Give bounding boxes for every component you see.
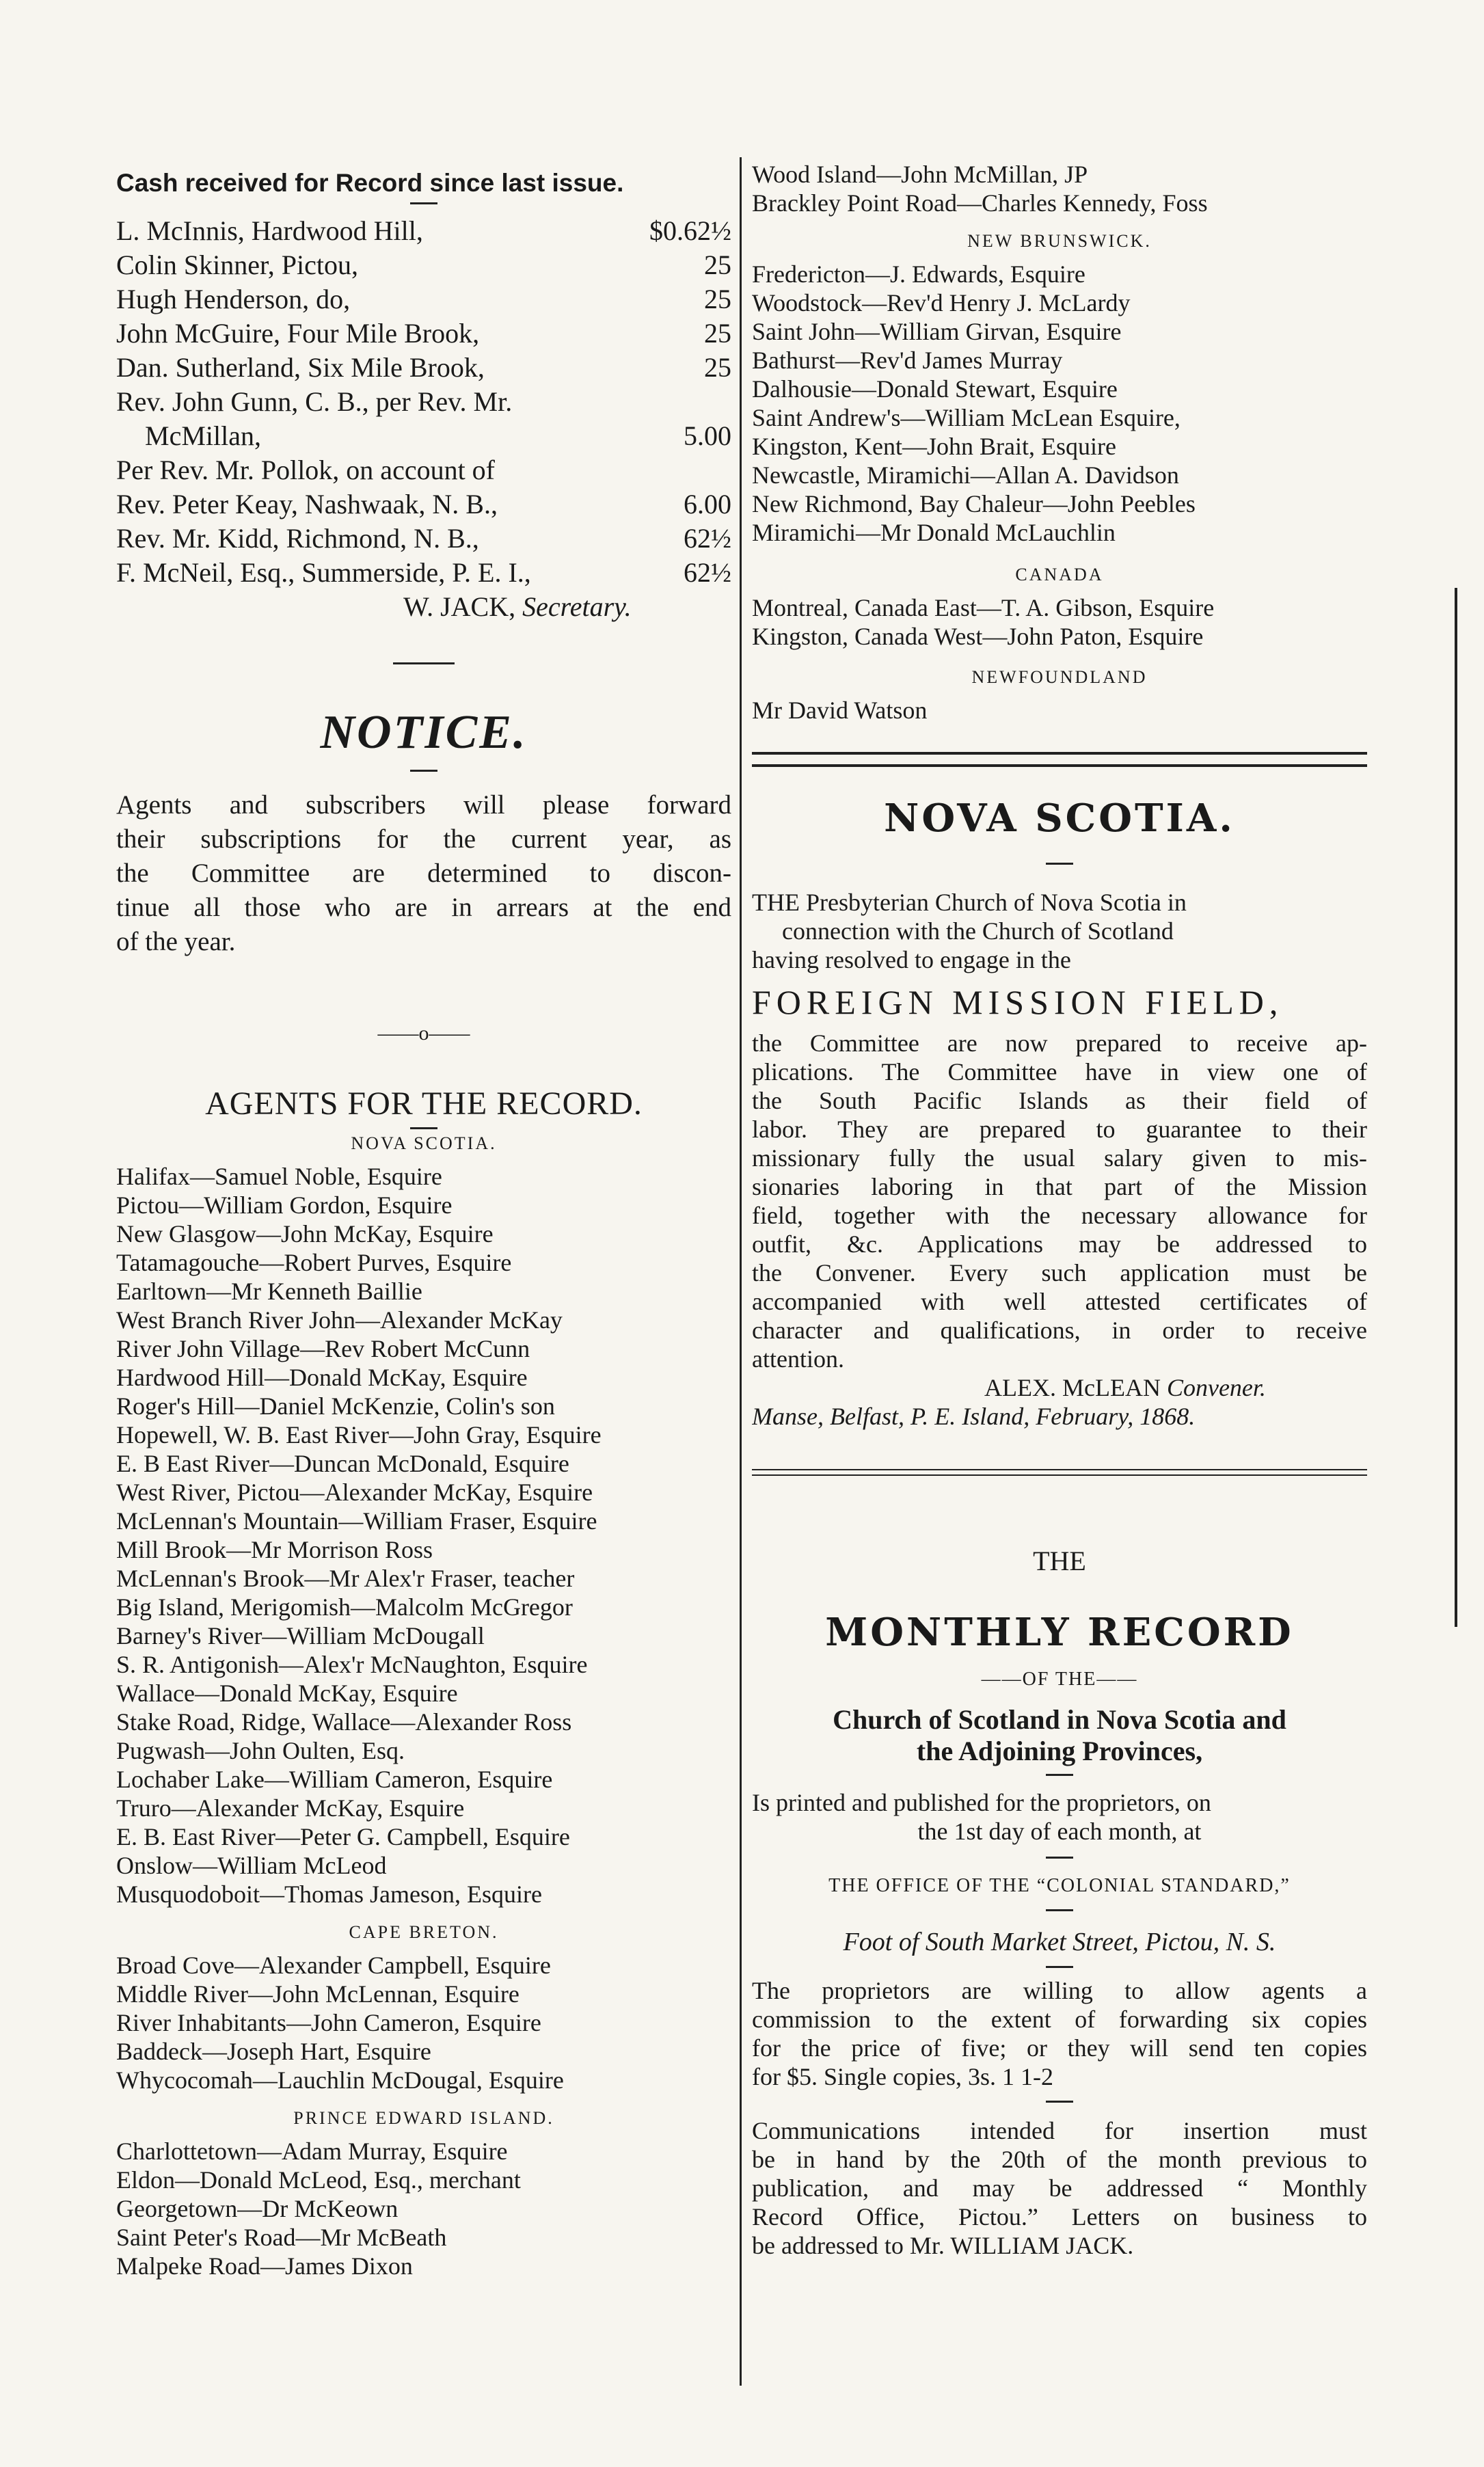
communications-line: Communications intended for insertion must <box>752 2117 1367 2144</box>
communications-line: be addressed to Mr. WILLIAM JACK. <box>752 2232 1134 2259</box>
cash-list-2 <box>116 487 731 590</box>
mission-line: attention. <box>752 1345 844 1373</box>
agents-title: AGENTS FOR THE RECORD. <box>205 1086 643 1122</box>
cash-entry: McMillan, 5.00 <box>145 420 731 451</box>
cash-name: L. McInnis, Hardwood Hill, <box>116 215 423 246</box>
cash-entry <box>116 556 731 590</box>
cash-entry <box>116 487 731 522</box>
agent-entry: McLennan's Mountain—William Fraser, Esquire <box>116 1507 597 1535</box>
church-line: Church of Scotland in Nova Scotia and <box>833 1704 1286 1735</box>
agent-entry: Saint Andrew's—William McLean Esquire, <box>752 404 1181 431</box>
agent-entry: E. B. East River—Peter G. Campbell, Esquire <box>116 1823 570 1850</box>
agent-entry: Middle River—John McLennan, Esquire <box>116 1980 520 2008</box>
agent-entry: West River, Pictou—Alexander McKay, Esquire <box>116 1479 593 1506</box>
intro-line: connection with the Church of Scotland <box>782 917 1174 945</box>
ornament-separator: ——o—— <box>377 1022 470 1044</box>
short-rule <box>1046 863 1073 865</box>
cash-entry <box>116 248 731 282</box>
column-divider <box>740 157 742 2386</box>
agent-entry: Earltown—Mr Kenneth Baillie <box>116 1278 422 1305</box>
communications-line: be in hand by the 20th of the month previous to <box>752 2146 1367 2173</box>
mission-line: sionaries laboring in that part of the Mission <box>752 1173 1367 1200</box>
mission-line: the South Pacific Islands as their field of <box>752 1087 1367 1114</box>
nova-scotia-agents <box>116 1162 731 1909</box>
mission-line: missionary fully the usual salary given to mis- <box>752 1144 1367 1172</box>
notice-line: tinue all those who are in arrears at the end <box>116 893 731 922</box>
notice-line: Agents and subscribers will please forward <box>116 790 731 820</box>
agent-entry: S. R. Antigonish—Alex'r McNaughton, Esquire <box>116 1651 588 1678</box>
intro-line: having resolved to engage in the <box>752 946 1071 973</box>
nova-scotia-heading: NOVA SCOTIA. <box>351 1133 497 1153</box>
address-line: Foot of South Market Street, Pictou, N. S. <box>843 1928 1276 1956</box>
canada-agents <box>752 593 1367 651</box>
terms-line: for $5. Single copies, 3s. 1 1-2 <box>752 2063 1053 2090</box>
newspaper-page <box>116 157 1367 2386</box>
short-rule <box>410 770 437 772</box>
cash-entry <box>116 316 731 351</box>
agent-entry: Pugwash—John Oulten, Esq. <box>116 1737 405 1764</box>
agent-entry: McLennan's Brook—Mr Alex'r Fraser, teacher <box>116 1565 575 1592</box>
cash-entry <box>116 351 731 385</box>
cash-signature: W. JACK, Secretary. <box>403 591 632 622</box>
notice-title: NOTICE. <box>320 706 528 759</box>
pei-agents-continued <box>752 160 1367 217</box>
agent-entry: Saint Peter's Road—Mr McBeath <box>116 2224 447 2251</box>
agent-entry: River Inhabitants—John Cameron, Esquire <box>116 2009 541 2036</box>
agent-entry: Hardwood Hill—Donald McKay, Esquire <box>116 1364 528 1391</box>
cash-entry <box>116 282 731 316</box>
agent-entry: Onslow—William McLeod <box>116 1852 387 1879</box>
cash-amount: $0.62½ <box>649 215 731 246</box>
cash-amount: 62½ <box>684 557 731 588</box>
agent-entry: Newcastle, Miramichi—Allan A. Davidson <box>752 461 1179 489</box>
cash-entry: Per Rev. Mr. Pollok, on account of <box>116 455 496 485</box>
communications-line: Record Office, Pictou.” Letters on business to <box>752 2203 1367 2230</box>
office-line: THE OFFICE OF THE “COLONIAL STANDARD,” <box>828 1875 1291 1896</box>
agent-entry: River John Village—Rev Robert McCunn <box>116 1335 530 1362</box>
convener-signature: ALEX. McLEAN Convener. <box>984 1374 1266 1401</box>
agent-entry: E. B East River—Duncan McDonald, Esquire <box>116 1450 569 1477</box>
cash-amount: 6.00 <box>684 489 731 520</box>
short-rule <box>393 662 455 664</box>
monthly-record-title: MONTHLY RECORD <box>825 1610 1294 1655</box>
short-rule <box>1046 2101 1073 2103</box>
short-rule <box>1046 1966 1073 1968</box>
short-rule <box>410 1127 437 1129</box>
agent-entry: Lochaber Lake—William Cameron, Esquire <box>116 1766 553 1793</box>
agent-entry: Wallace—Donald McKay, Esquire <box>116 1680 458 1707</box>
agent-entry: Pictou—William Gordon, Esquire <box>116 1191 453 1219</box>
agent-entry: Brackley Point Road—Charles Kennedy, Foss <box>752 189 1208 217</box>
communications-paragraph <box>752 2116 1367 2260</box>
agent-entry: Eldon—Donald McLeod, Esq., merchant <box>116 2166 521 2194</box>
printed-line: Is printed and published for the proprietors, on <box>752 1789 1211 1816</box>
canada-heading: CANADA <box>1015 565 1104 584</box>
double-rule <box>752 1469 1367 1476</box>
intro-line: THE Presbyterian Church of Nova Scotia in <box>752 889 1187 916</box>
agent-entry: Stake Road, Ridge, Wallace—Alexander Ross <box>116 1708 572 1736</box>
newfoundland-heading: NEWFOUNDLAND <box>971 667 1148 687</box>
agent-entry: New Glasgow—John McKay, Esquire <box>116 1220 494 1248</box>
cash-name: Rev. Mr. Kidd, Richmond, N. B., <box>116 523 479 554</box>
cash-amount: 25 <box>704 318 731 349</box>
cash-amount: 62½ <box>684 523 731 554</box>
agent-entry: Barney's River—William McDougall <box>116 1622 485 1649</box>
agent-entry: Fredericton—J. Edwards, Esquire <box>752 260 1085 288</box>
mission-line: the Convener. Every such application must be <box>752 1259 1367 1286</box>
notice-line: their subscriptions for the current year, as <box>116 824 731 854</box>
left-column <box>116 157 731 2280</box>
cash-heading: Cash received for Record since last issue. <box>116 169 624 197</box>
mission-line: outfit, &c. Applications may be addressed to <box>752 1230 1367 1258</box>
cash-name: F. McNeil, Esq., Summerside, P. E. I., <box>116 557 531 588</box>
short-rule <box>1046 1857 1073 1859</box>
agent-entry: Mr David Watson <box>752 697 928 724</box>
cape-breton-agents <box>116 1951 731 2094</box>
agent-entry: Charlottetown—Adam Murray, Esquire <box>116 2138 508 2165</box>
terms-paragraph <box>752 1976 1367 2091</box>
cash-amount: 25 <box>704 284 731 314</box>
agent-entry: Woodstock—Rev'd Henry J. McLardy <box>752 289 1131 316</box>
mission-paragraph <box>752 1029 1367 1373</box>
agent-entry: Wood Island—John McMillan, JP <box>752 161 1088 188</box>
agent-entry: Broad Cove—Alexander Campbell, Esquire <box>116 1952 551 1979</box>
notice-line: the Committee are determined to discon- <box>116 859 731 888</box>
agent-entry: Halifax—Samuel Noble, Esquire <box>116 1163 442 1190</box>
cash-list <box>116 214 731 385</box>
agent-entry: Saint John—William Girvan, Esquire <box>752 318 1122 345</box>
terms-line: The proprietors are willing to allow agents a <box>752 1977 1367 2004</box>
right-column <box>752 157 1367 2260</box>
cash-name: Rev. Peter Keay, Nashwaak, N. B., <box>116 489 498 520</box>
cash-entry <box>116 522 731 556</box>
agent-entry: New Richmond, Bay Chaleur—John Peebles <box>752 490 1196 517</box>
agent-entry: Musquodoboit—Thomas Jameson, Esquire <box>116 1880 542 1908</box>
mission-line: character and qualifications, in order to receive <box>752 1317 1367 1344</box>
agent-entry: Mill Brook—Mr Morrison Ross <box>116 1536 433 1563</box>
agent-entry: Montreal, Canada East—T. A. Gibson, Esquire <box>752 594 1215 621</box>
short-rule <box>410 202 437 204</box>
of-the-label: ——OF THE—— <box>981 1669 1138 1690</box>
short-rule <box>1046 1909 1073 1911</box>
nova-scotia-notice-title: NOVA SCOTIA. <box>884 796 1235 841</box>
church-line: the Adjoining Provinces, <box>916 1736 1203 1766</box>
notice-paragraph <box>116 788 731 959</box>
mission-line: plications. The Committee have in view one of <box>752 1058 1367 1086</box>
cash-entry <box>116 214 731 248</box>
agent-entry: West Branch River John—Alexander McKay <box>116 1306 563 1334</box>
notice-line: of the year. <box>116 927 236 956</box>
pei-heading: PRINCE EDWARD ISLAND. <box>293 2108 554 2128</box>
agent-entry: Bathurst—Rev'd James Murray <box>752 347 1063 374</box>
right-border-rule <box>1455 588 1457 1627</box>
cash-name: Hugh Henderson, do, <box>116 284 351 314</box>
agent-entry: Baddeck—Joseph Hart, Esquire <box>116 2038 431 2065</box>
agent-entry: Whycocomah—Lauchlin McDougal, Esquire <box>116 2066 564 2094</box>
heavy-rule <box>752 752 1367 767</box>
mission-line: accompanied with well attested certificates of <box>752 1288 1367 1315</box>
mission-line: the Committee are now prepared to receive ap- <box>752 1029 1367 1057</box>
cash-entry: Rev. John Gunn, C. B., per Rev. Mr. <box>116 386 513 417</box>
mission-line: labor. They are prepared to guarantee to their <box>752 1116 1367 1143</box>
cash-amount: 25 <box>704 352 731 383</box>
terms-line: commission to the extent of forwarding six copies <box>752 2006 1367 2033</box>
agent-entry: Big Island, Merigomish—Malcolm McGregor <box>116 1593 573 1621</box>
short-rule <box>1046 1774 1073 1776</box>
communications-line: publication, and may be addressed “ Monthly <box>752 2174 1367 2202</box>
newfoundland-agents <box>752 696 1367 725</box>
agent-entry: Dalhousie—Donald Stewart, Esquire <box>752 375 1118 403</box>
agent-entry: Truro—Alexander McKay, Esquire <box>116 1794 465 1822</box>
printed-line: the 1st day of each month, at <box>917 1818 1202 1845</box>
agent-entry: Kingston, Kent—John Brait, Esquire <box>752 433 1116 460</box>
cash-amount: 25 <box>704 250 731 280</box>
agent-entry: Georgetown—Dr McKeown <box>116 2195 399 2222</box>
agent-entry: Malpeke Road—James Dixon <box>116 2252 413 2280</box>
mission-line: field, together with the necessary allowance for <box>752 1202 1367 1229</box>
agent-entry: Tatamagouche—Robert Purves, Esquire <box>116 1249 512 1276</box>
cash-name: Dan. Sutherland, Six Mile Brook, <box>116 352 485 383</box>
agent-entry: Kingston, Canada West—John Paton, Esquire <box>752 623 1204 650</box>
foreign-mission-headline: FOREIGN MISSION FIELD, <box>752 983 1284 1021</box>
agent-entry: Roger's Hill—Daniel McKenzie, Colin's son <box>116 1392 555 1420</box>
cape-breton-heading: CAPE BRETON. <box>349 1922 499 1942</box>
new-brunswick-agents <box>752 260 1367 547</box>
pei-agents <box>116 2137 731 2280</box>
terms-line: for the price of five; or they will send ten copies <box>752 2034 1367 2062</box>
new-brunswick-heading: NEW BRUNSWICK. <box>967 231 1152 251</box>
cash-name: John McGuire, Four Mile Brook, <box>116 318 480 349</box>
place-and-date: Manse, Belfast, P. E. Island, February, 1868. <box>752 1403 1196 1430</box>
agent-entry: Miramichi—Mr Donald McLauchlin <box>752 519 1116 546</box>
agent-entry: Hopewell, W. B. East River—John Gray, Esquire <box>116 1421 602 1448</box>
the-label: THE <box>1033 1546 1086 1576</box>
cash-name: Colin Skinner, Pictou, <box>116 250 358 280</box>
